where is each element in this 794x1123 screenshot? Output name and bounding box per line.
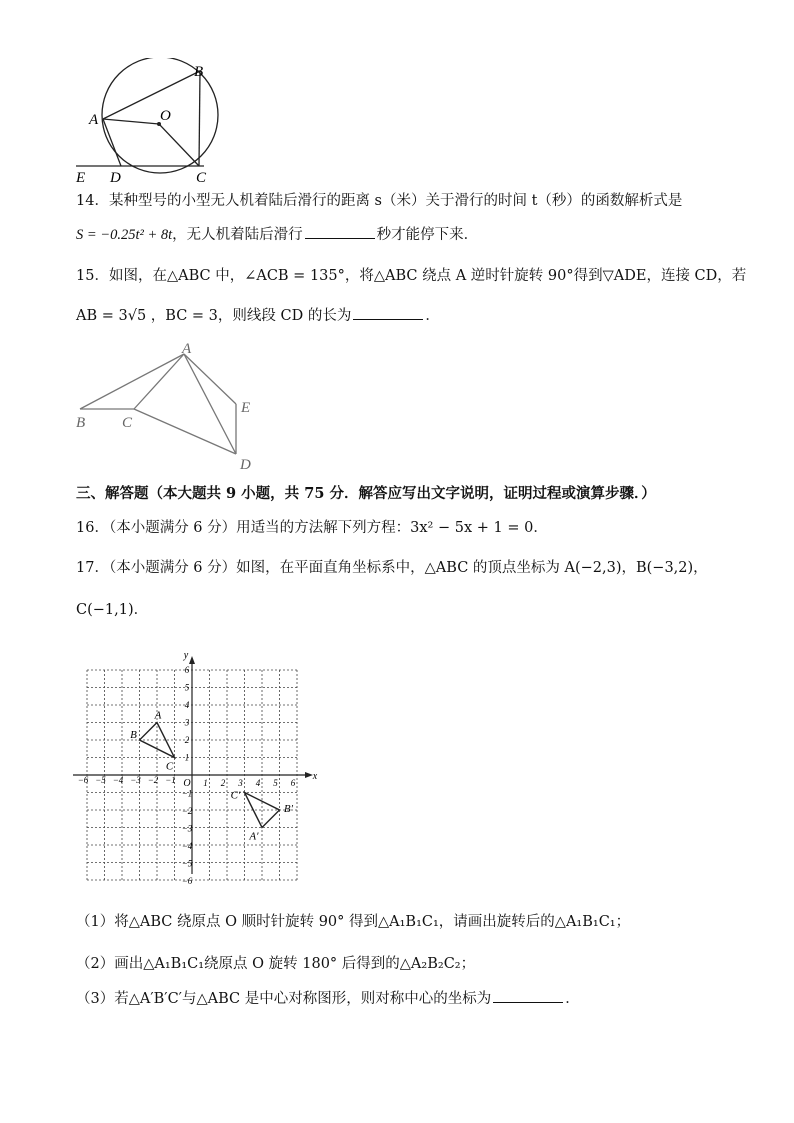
x-tick-label: 4 [255,778,261,788]
q15-answer-blank[interactable] [353,305,423,320]
label-A: A [89,112,99,128]
q17-line1: 17．（本小题满分 6 分）如图，在平面直角坐标系中，△ABC 的顶点坐标为 A(−2,3)，B(−3,2)， [76,560,708,576]
label-A: A [182,341,192,357]
vertex-label-c-prime: C′ [230,789,241,802]
vertex-label-b-prime: B′ [283,803,294,815]
label-E: E [241,400,251,416]
q14-text: ，无人机着陆后滑行 [172,227,303,243]
q15-line2 [76,305,440,326]
y-tick-label: 2 [184,735,190,745]
x-axis-label: x [312,771,318,782]
circle-figure [72,58,232,184]
y-tick-label: 6 [184,665,190,675]
y-tick-label: −3 [181,823,193,834]
section-3-heading: 三、解答题（本大题共 9 小题，共 75 分．解答应写出文字说明，证明过程或演算步骤．） [76,485,656,502]
q15-end: ． [425,308,440,324]
q17-sub3-text: （3）若△A′B′C′与△ABC 是中心对称图形，则对称中心的坐标为 [76,991,492,1007]
label-C: C [196,170,207,184]
x-tick-label: −4 [112,775,124,785]
coordinate-grid [72,636,328,894]
triangle-figure [72,338,272,474]
q14-end: 秒才能停下来． [376,227,479,243]
q17-sub2: （2）画出△A₁B₁C₁绕原点 O 旋转 180° 后得到的△A₂B₂C₂； [76,956,476,972]
q14-answer-blank[interactable] [305,224,375,239]
x-tick-label: −1 [165,775,176,785]
q17-sub1: （1）将△ABC 绕原点 O 顺时针旋转 90° 得到△A₁B₁C₁，请画出旋转后的△A₁B₁C₁； [76,914,631,930]
x-tick-label: 3 [238,778,243,788]
y-tick-label: −4 [181,841,193,851]
x-tick-label: 2 [220,778,226,788]
label-C: C [122,415,133,431]
x-tick-label: 6 [290,778,296,788]
vertex-label-a: A [154,709,162,722]
label-B: B [76,415,86,431]
q16: 16．（本小题满分 6 分）用适当的方法解下列方程：3x² − 5x + 1 = 0． [76,520,548,536]
x-tick-label: −3 [130,775,141,785]
x-tick-label: −6 [77,775,89,785]
label-O: O [160,108,171,124]
label-B: B [194,64,204,80]
x-tick-label: −2 [147,775,159,785]
y-tick-label: −1 [181,788,193,799]
y-tick-label: 4 [184,700,190,710]
label-D: D [240,457,251,473]
x-tick-label: −5 [95,775,106,785]
origin-label: O [183,778,191,789]
q17-sub3-answer-blank[interactable] [493,988,563,1003]
label-E: E [76,170,86,184]
y-tick-label: −5 [181,858,193,869]
label-D: D [110,170,121,184]
y-tick-label: 1 [184,752,190,763]
vertex-label-a-prime: A′ [249,830,259,843]
q14-line1: 14．某种型号的小型无人机着陆后滑行的距离 s（米）关于滑行的时间 t（秒）的函数解析式是 [76,193,683,209]
x-tick-label: 1 [203,778,208,788]
vertex-label-b: B [130,729,137,741]
y-tick-label: 5 [184,682,190,693]
vertex-label-c: C [165,760,174,773]
q17-line2: C(−1,1)． [76,602,149,618]
q17-sub3-end: ． [565,991,580,1007]
q14-line2 [76,224,478,245]
y-tick-label: −6 [181,876,193,886]
y-tick-label: 3 [184,717,190,728]
q14-formula: S = −0.25t² + 8t [76,227,173,243]
y-axis-label: y [183,650,189,661]
x-tick-label: 5 [273,778,278,788]
q17-sub3 [76,988,580,1009]
q15-given: AB = 3√5 ，BC = 3，则线段 CD 的长为 [76,308,352,324]
y-tick-label: −2 [181,806,193,816]
q15-line1: 15．如图，在△ABC 中，∠ACB = 135°，将△ABC 绕点 A 逆时针旋转 90°得到▽ADE，连接 CD，若 [76,268,747,284]
y-axis-arrow-icon [189,656,195,664]
